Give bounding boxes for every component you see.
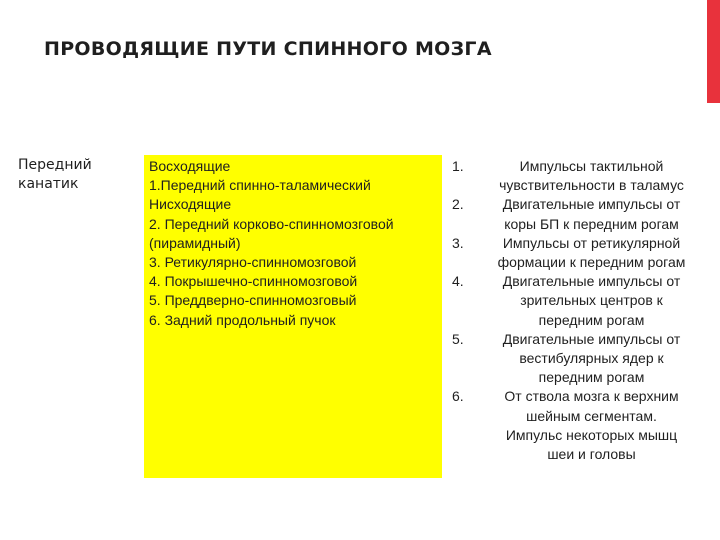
tract-item: 1.Передний спинно-таламический (149, 177, 371, 194)
function-text-line: коры БП к передним рогам (504, 215, 679, 232)
row-label-line-2: канатик (18, 176, 79, 192)
functions-list (452, 157, 702, 464)
tract-item: 2. Передний корково-спинномозговой (149, 215, 394, 232)
function-text-line: передним рогам (538, 369, 645, 386)
function-text-line: От ствола мозга к верхним (504, 388, 679, 405)
tract-item-continuation: (пирамидный) (149, 234, 241, 251)
function-text-line: вестибулярных ядер к (519, 350, 664, 367)
row-label-line-1: Передний (18, 157, 92, 173)
function-item (452, 157, 702, 195)
function-text (481, 272, 702, 330)
function-text-line: Импульсы от ретикулярной (502, 234, 681, 251)
function-text (481, 387, 702, 464)
tract-item: 5. Преддверно-спинномозговый (149, 292, 357, 309)
tract-item: 4. Покрышечно-спинномозговой (149, 273, 358, 290)
function-text-line: шеи и головы (547, 446, 636, 463)
function-text-line: шейным сегментам. (526, 407, 657, 424)
function-number: 5. (452, 330, 464, 347)
function-text-line: Импульсы тактильной (519, 158, 664, 174)
function-text-line: Импульс некоторых мышц (505, 426, 678, 443)
function-text-line: зрительных центров к (520, 292, 663, 309)
function-number: 1. (452, 158, 464, 174)
function-number: 4. (452, 273, 464, 290)
tract-item: 3. Ретикулярно-спинномозговой (149, 254, 357, 271)
function-text-line: Двигательные импульсы от (502, 273, 681, 290)
function-item (452, 387, 702, 464)
tracts-heading-ascending: Восходящие (149, 158, 231, 174)
function-text-line: Двигательные импульсы от (502, 330, 681, 347)
function-text-line: чувствительности в таламус (499, 177, 684, 194)
function-text (481, 195, 702, 233)
function-item (452, 272, 702, 330)
function-item (452, 195, 702, 233)
tracts-list (149, 157, 441, 330)
function-text-line: передним рогам (538, 311, 645, 328)
function-text (481, 157, 702, 195)
tract-item: 6. Задний продольный пучок (149, 311, 336, 328)
function-number: 2. (452, 196, 464, 213)
function-item (452, 330, 702, 388)
function-number: 6. (452, 388, 464, 405)
function-text (481, 330, 702, 388)
slide-title: ПРОВОДЯЩИЕ ПУТИ СПИННОГО МОЗГА (44, 38, 492, 60)
function-text-line: формации к передним рогам (497, 254, 686, 271)
row-label (18, 156, 92, 194)
function-number: 3. (452, 234, 464, 251)
tracts-heading-descending: Нисходящие (149, 196, 232, 213)
function-text (481, 234, 702, 272)
red-accent-bar (707, 0, 720, 103)
function-text-line: Двигательные импульсы от (502, 196, 681, 213)
function-item (452, 234, 702, 272)
